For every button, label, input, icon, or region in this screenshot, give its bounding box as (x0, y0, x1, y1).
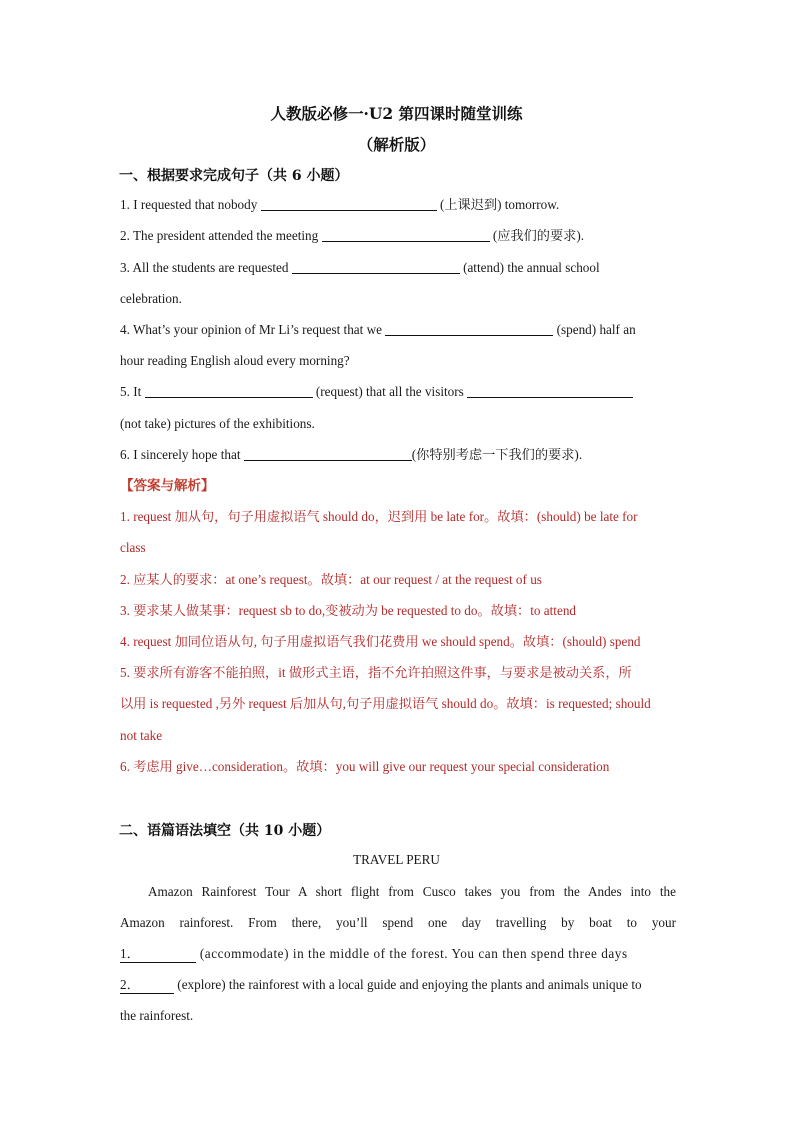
answer-3: 3. 要求某人做某事：request sb to do,变被动为 be requested to do。故填：to attend (120, 603, 577, 618)
document-title: 人教版必修一·U2 第四课时随堂训练 (270, 104, 523, 123)
passage-line-2: Amazon rainforest. From there, you’ll spend one day travelling by boat to your (120, 915, 676, 930)
answer-5-continued-1: 以用 is requested ,另外 request 后加从句,句子用虚拟语气 should do。故填：is requested; should (120, 696, 651, 711)
passage-title: TRAVEL PERU (353, 852, 440, 867)
passage-line-5: the rainforest. (120, 1008, 194, 1023)
passage-blank-1[interactable]: 1． (120, 946, 196, 963)
answer-5-continued-2: not take (120, 728, 163, 743)
question-3-continued: celebration. (120, 291, 182, 306)
answer-6: 6. 考虑用 give…consideration。故填：you will give our request your special consideration (120, 759, 610, 774)
question-1: 1. I requested that nobody (上课迟到) tomorrow. (120, 197, 560, 212)
answer-blank-4[interactable] (385, 321, 553, 336)
answer-blank-5a[interactable] (145, 383, 313, 398)
answer-blank-1[interactable] (261, 196, 437, 211)
answer-5: 5. 要求所有游客不能拍照，it 做形式主语，指不允许拍照这件事，与要求是被动关系，所 (120, 665, 632, 680)
passage-line-1: Amazon Rainforest Tour A short flight from Cusco takes you from the Andes into the (148, 884, 676, 899)
passage-line-3: 1． (accommodate) in the middle of the forest. You can then spend three days (120, 946, 628, 961)
document-subtitle: （解析版） (357, 135, 436, 154)
question-4-continued: hour reading English aloud every morning? (120, 353, 350, 368)
answer-2: 2. 应某人的要求：at one’s request。故填：at our request / at the request of us (120, 572, 542, 587)
question-5-continued: (not take) pictures of the exhibitions. (120, 416, 315, 431)
answer-blank-3[interactable] (292, 259, 460, 274)
section1-heading: 一、根据要求完成句子（共 6 小题） (119, 168, 349, 184)
question-5: 5. It (request) that all the visitors (120, 383, 676, 401)
answer-blank-5b[interactable] (467, 383, 633, 398)
answer-1: 1. request 加从句，句子用虚拟语气 should do，迟到用 be late for。故填：(should) be late for (120, 509, 638, 524)
passage-blank-2[interactable]: 2． (120, 977, 174, 994)
question-4: 4. What’s your opinion of Mr Li’s request that we (spend) half an (120, 322, 636, 337)
passage-line-4: 2． (explore) the rainforest with a local guide and enjoying the plants and animals unique to (120, 977, 642, 992)
answers-heading: 【答案与解析】 (120, 478, 215, 493)
question-2: 2. The president attended the meeting (应我们的要求). (120, 228, 585, 243)
question-6: 6. I sincerely hope that (你特别考虑一下我们的要求). (120, 447, 583, 462)
answer-4: 4. request 加同位语从句, 句子用虚拟语气我们花费用 we should spend。故填：(should) spend (120, 634, 641, 649)
answer-1-continued: class (120, 540, 146, 555)
section2-heading: 二、语篇语法填空（共 10 小题） (119, 823, 331, 839)
question-3: 3. All the students are requested (attend) the annual school (120, 260, 600, 275)
answer-blank-6[interactable] (244, 446, 412, 461)
answer-blank-2[interactable] (322, 227, 490, 242)
